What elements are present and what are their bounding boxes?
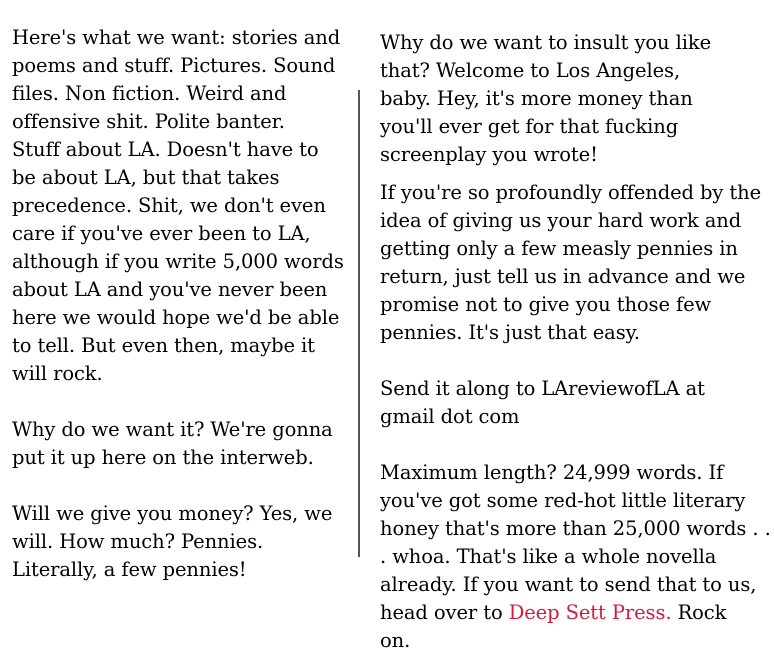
text-line: to tell. But even then, maybe it [12,334,315,357]
right-column [380,29,770,655]
text-line: on. [380,629,411,652]
text-line: already. If you want to send that to us, [380,573,757,596]
text-fragment: Rock [671,601,727,624]
text-line: care if you've ever been to LA, [12,222,311,245]
text-line: Why do we want it? We're gonna [12,418,333,441]
paragraph-max-length [380,459,770,655]
text-line: honey that's more than 25,000 words . . [380,517,771,540]
spacer [380,431,770,459]
text-line: baby. Hey, it's more money than [380,87,693,110]
text-line: Will we give you money? Yes, we [12,502,333,525]
text-line: If you're so profoundly offended by the [380,181,762,204]
spacer [380,347,770,375]
text-line-with-link [380,599,770,627]
text-line: getting only a few measly pennies in [380,237,738,260]
text-line: about LA and you've never been [12,278,328,301]
spacer [380,169,770,179]
text-line: idea of giving us your hard work and [380,209,742,232]
text-line: Here's what we want: stories and [12,26,341,49]
text-line: . whoa. That's like a whole novella [380,545,717,568]
text-line: Why do we want to insult you like [380,31,712,54]
text-line: that? Welcome to Los Angeles, [380,59,681,82]
text-line: gmail dot com [380,405,520,428]
spacer [12,472,354,500]
paragraph-why-we-want [12,416,354,472]
text-line: Literally, a few pennies! [12,558,247,581]
text-line: pennies. It's just that easy. [380,321,641,344]
text-line: will. How much? Pennies. [12,530,264,553]
paragraph-what-we-want [12,24,354,388]
text-fragment: head over to [380,601,509,624]
text-line: files. Non fiction. Weird and [12,82,287,105]
left-column [12,24,354,584]
text-line: promise not to give you those few [380,293,712,316]
paragraph-send [380,375,770,431]
text-line: Maximum length? 24,999 words. If [380,461,724,484]
text-line: Stuff about LA. Doesn't have to [12,138,319,161]
text-line: will rock. [12,362,103,385]
paragraph-insult [380,29,770,169]
column-divider [358,90,360,557]
text-line: return, just tell us in advance and we [380,265,746,288]
text-line: Send it along to LAreviewofLA at [380,377,705,400]
text-line: you'll ever get for that fucking [380,115,679,138]
spacer [12,388,354,416]
paragraph-money [12,500,354,584]
text-line: be about LA, but that takes [12,166,280,189]
text-line: screenplay you wrote! [380,143,598,166]
text-line: although if you write 5,000 words [12,250,344,273]
text-line: precedence. Shit, we don't even [12,194,326,217]
paragraph-offended [380,179,770,347]
deep-sett-press-link[interactable]: Deep Sett Press. [508,601,672,624]
text-line: put it up here on the interweb. [12,446,314,469]
text-line: offensive shit. Polite banter. [12,110,285,133]
text-line: here we would hope we'd be able [12,306,340,329]
text-line: poems and stuff. Pictures. Sound [12,54,336,77]
text-line: you've got some red-hot little literary [380,489,746,512]
